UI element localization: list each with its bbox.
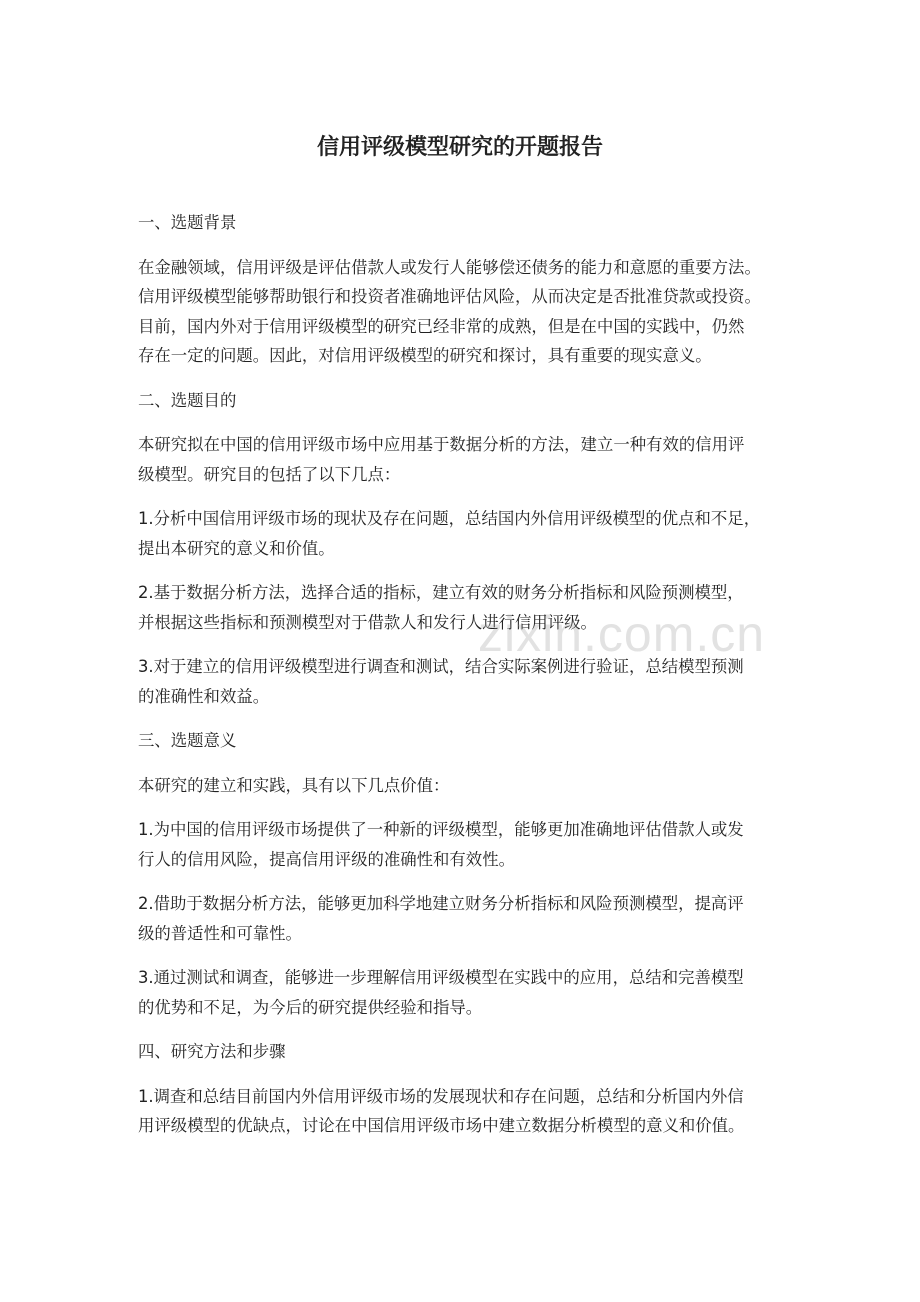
text-line: 级模型。研究目的包括了以下几点： xyxy=(138,464,401,484)
document-body xyxy=(138,208,818,1156)
section-heading xyxy=(138,386,818,416)
text-line: 并根据这些指标和预测模型对于借款人和发行人进行信用评级。 xyxy=(138,612,597,632)
paragraph xyxy=(138,963,818,1022)
text-line: 在金融领域，信用评级是评估借款人或发行人能够偿还债务的能力和意愿的重要方法。 xyxy=(138,257,761,277)
text-line: 1.调查和总结目前国内外信用评级市场的发展现状和存在问题，总结和分析国内外信 xyxy=(138,1086,744,1106)
paragraph xyxy=(138,815,818,874)
text-line: 2.基于数据分析方法，选择合适的指标，建立有效的财务分析指标和风险预测模型， xyxy=(138,583,744,602)
paragraph xyxy=(138,889,818,948)
section-heading xyxy=(138,1037,818,1067)
text-line: 2.借助于数据分析方法，能够更加科学地建立财务分析指标和风险预测模型，提高评 xyxy=(138,894,744,913)
text-line: 的准确性和效益。 xyxy=(138,686,270,706)
watermark: zixin.com.cn xyxy=(478,606,766,662)
text-line: 一、选题背景 xyxy=(138,213,237,232)
text-line: 1.分析中国信用评级市场的现状及存在问题，总结国内外信用评级模型的优点和不足， xyxy=(138,509,761,528)
paragraph xyxy=(138,578,818,637)
text-line: 存在一定的问题。因此，对信用评级模型的研究和探讨，具有重要的现实意义。 xyxy=(138,346,712,365)
paragraph xyxy=(138,1082,818,1141)
text-line: 四、研究方法和步骤 xyxy=(138,1042,286,1061)
paragraph xyxy=(138,652,818,711)
text-line: 3.通过测试和调查，能够进一步理解信用评级模型在实践中的应用，总结和完善模型 xyxy=(138,968,744,987)
paragraph xyxy=(138,253,818,371)
text-line: 1.为中国的信用评级市场提供了一种新的评级模型，能够更加准确地评估借款人或发 xyxy=(138,820,744,839)
text-line: 二、选题目的 xyxy=(138,390,237,410)
text-line: 目前，国内外对于信用评级模型的研究已经非常的成熟，但是在中国的实践中，仍然 xyxy=(138,316,745,336)
text-line: 信用评级模型能够帮助银行和投资者准确地评估风险，从而决定是否批准贷款或投资。 xyxy=(138,287,761,306)
text-line: 级的普适性和可靠性。 xyxy=(138,923,302,943)
text-line: 用评级模型的优缺点，讨论在中国信用评级市场中建立数据分析模型的意义和价值。 xyxy=(138,1116,745,1135)
text-line: 3.对于建立的信用评级模型进行调查和测试，结合实际案例进行验证，总结模型预测 xyxy=(138,657,744,676)
paragraph xyxy=(138,504,818,563)
paragraph xyxy=(138,430,818,489)
document-title: 信用评级模型研究的开题报告 xyxy=(316,135,603,160)
section-heading xyxy=(138,726,818,756)
text-line: 本研究拟在中国的信用评级市场中应用基于数据分析的方法，建立一种有效的信用评 xyxy=(138,435,745,454)
text-line: 三、选题意义 xyxy=(138,731,237,750)
section-heading xyxy=(138,208,818,238)
text-line: 行人的信用风险，提高信用评级的准确性和有效性。 xyxy=(138,849,515,869)
text-line: 的优势和不足，为今后的研究提供经验和指导。 xyxy=(138,997,483,1017)
paragraph xyxy=(138,771,818,801)
text-line: 提出本研究的意义和价值。 xyxy=(138,538,335,558)
text-line: 本研究的建立和实践，具有以下几点价值： xyxy=(138,775,450,795)
